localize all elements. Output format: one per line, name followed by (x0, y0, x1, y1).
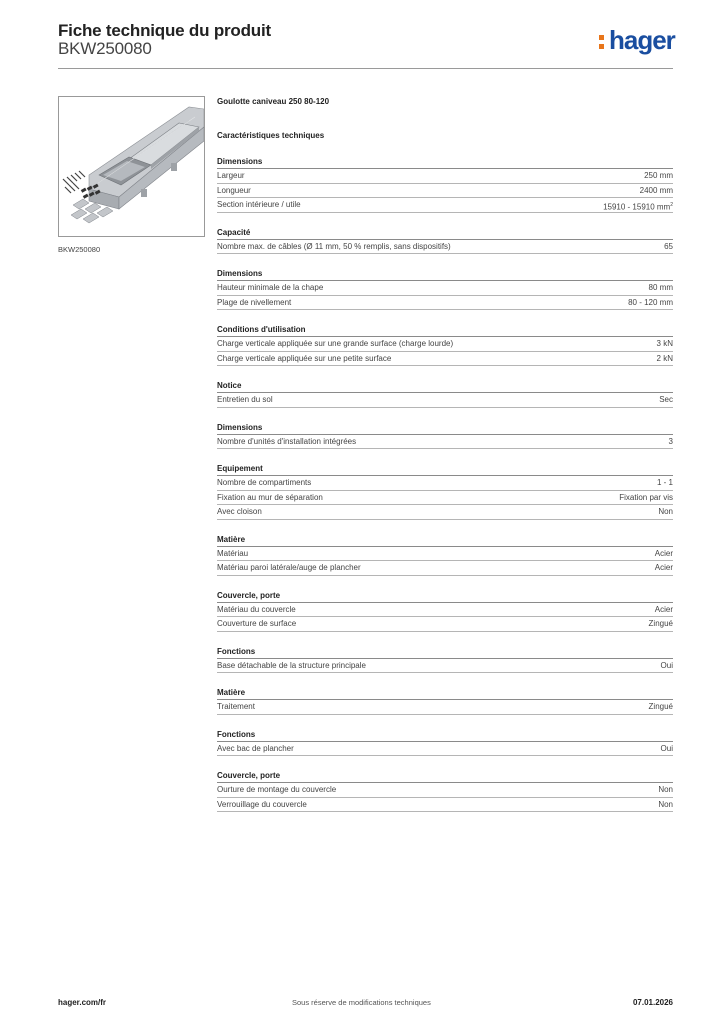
spec-label: Nombre d'unités d'installation intégrées (217, 436, 357, 446)
spec-value-text: 1 - 1 (656, 478, 673, 487)
spec-label: Section intérieure / utile (217, 200, 301, 209)
group-title: Dimensions (217, 268, 673, 281)
spec-value (655, 547, 673, 561)
spec-section (217, 96, 673, 812)
spec-value-text: Acier (654, 563, 673, 572)
spec-groups (217, 156, 673, 812)
spec-group (217, 422, 673, 450)
spec-label: Entretien du sol (217, 395, 273, 404)
spec-row (217, 352, 673, 367)
logo-text: hager (609, 25, 675, 55)
group-title: Capacité (217, 227, 673, 240)
spec-label: Base détachable de la structure principale (217, 660, 366, 670)
spec-label: Verrouillage du couvercle (217, 799, 307, 809)
spec-label: Couverture de surface (217, 619, 297, 628)
spec-row (217, 393, 673, 408)
spec-value-text: Zingué (648, 619, 673, 628)
footer-website: hager.com/fr (58, 998, 107, 1007)
spec-value-text: Fixation par vis (619, 492, 673, 502)
spec-row (217, 505, 673, 520)
spec-value-text: 3 (668, 436, 673, 446)
spec-row (217, 184, 673, 199)
spec-row (217, 435, 673, 450)
group-title: Equipement (217, 463, 673, 476)
product-name: Goulotte caniveau 250 80-120 (217, 97, 330, 106)
spec-value-text: 3 kN (656, 339, 673, 348)
spec-value-text: Non (658, 785, 673, 794)
spec-row (217, 561, 673, 576)
spec-value (649, 700, 673, 714)
spec-value-text: Non (658, 507, 673, 516)
spec-row (217, 659, 673, 674)
group-title: Conditions d'utilisation (217, 324, 673, 337)
group-title: Matière (217, 687, 673, 700)
footer-disclaimer: Sous réserve de modifications techniques (292, 998, 431, 1007)
spec-value (655, 603, 673, 617)
spec-value-text: Oui (660, 660, 673, 670)
spec-value-text: 80 mm (648, 283, 673, 292)
spec-heading: Caractéristiques techniques (217, 131, 325, 140)
spec-label: Matériau du couvercle (217, 604, 296, 614)
footer-date: 07.01.2026 (632, 998, 673, 1007)
unit-superscript: 2 (670, 202, 673, 208)
spec-group (217, 380, 673, 408)
spec-value-text: 80 - 120 mm (628, 297, 673, 307)
spec-group (217, 770, 673, 812)
spec-label: Traitement (217, 702, 255, 711)
spec-row (217, 617, 673, 632)
spec-value (661, 742, 673, 756)
spec-value (649, 281, 673, 295)
spec-label: Ourture de montage du couvercle (217, 785, 337, 794)
spec-row (217, 296, 673, 311)
spec-label: Fixation au mur de séparation (217, 492, 323, 502)
spec-value (640, 184, 673, 198)
spec-value (659, 393, 673, 407)
spec-value-text: Non (658, 799, 673, 809)
spec-group (217, 729, 673, 757)
spec-label: Hauteur minimale de la chape (217, 283, 324, 292)
spec-value (658, 505, 673, 519)
spec-label: Largeur (217, 171, 245, 180)
spec-group (217, 227, 673, 255)
spec-label: Charge verticale appliquée sur une petite surface (217, 353, 392, 363)
group-title: Dimensions (217, 422, 673, 435)
spec-value-text: Sec (659, 395, 673, 404)
spec-value (669, 435, 673, 449)
spec-row (217, 783, 673, 798)
spec-row (217, 603, 673, 618)
spec-group (217, 268, 673, 310)
spec-row (217, 742, 673, 757)
spec-group (217, 646, 673, 674)
spec-value (657, 337, 673, 351)
spec-row (217, 491, 673, 506)
page-title: Fiche technique du produit (58, 21, 271, 40)
image-caption: BKW250080 (58, 245, 101, 254)
spec-value-text: Oui (660, 743, 673, 753)
product-reference: BKW250080 (58, 39, 152, 58)
spec-group (217, 590, 673, 632)
product-image (58, 96, 205, 237)
spec-value-text: Zingué (648, 702, 673, 711)
spec-label: Nombre max. de câbles (Ø 11 mm, 50 % remplis, sans dispositifs) (217, 241, 451, 251)
spec-row (217, 476, 673, 491)
cable-duct-icon (59, 97, 204, 236)
spec-value (657, 476, 673, 490)
spec-row (217, 798, 673, 813)
spec-value-text: Acier (654, 548, 673, 558)
spec-value (603, 198, 673, 212)
group-title: Matière (217, 534, 673, 547)
group-title: Couvercle, porte (217, 590, 673, 603)
spec-value (661, 659, 673, 673)
spec-row (217, 169, 673, 184)
spec-row (217, 337, 673, 352)
spec-label: Matériau paroi latérale/auge de plancher (217, 563, 361, 572)
header-divider (58, 68, 673, 69)
group-title: Dimensions (217, 156, 673, 169)
spec-label: Avec cloison (217, 507, 262, 516)
group-title: Couvercle, porte (217, 770, 673, 783)
spec-group (217, 687, 673, 715)
spec-group (217, 463, 673, 520)
spec-value-text: 2400 mm (639, 185, 673, 195)
spec-value-text: 15910 - 15910 mm (603, 202, 671, 212)
spec-label: Charge verticale appliquée sur une grande surface (charge lourde) (217, 339, 454, 348)
logo-dot-icon (599, 35, 604, 40)
spec-row (217, 700, 673, 715)
spec-row (217, 198, 673, 213)
spec-value-text: 2 kN (656, 353, 673, 363)
spec-value (619, 491, 673, 505)
spec-value (657, 352, 673, 366)
spec-value (649, 617, 673, 631)
spec-value (628, 296, 673, 310)
spec-row (217, 281, 673, 296)
spec-row (217, 240, 673, 255)
spec-row (217, 547, 673, 562)
spec-label: Matériau (217, 548, 249, 558)
spec-group (217, 156, 673, 213)
spec-value (658, 783, 673, 797)
group-title: Fonctions (217, 646, 673, 659)
spec-value-text: Acier (654, 604, 673, 614)
spec-value (644, 169, 673, 183)
spec-value-text: 250 mm (644, 171, 673, 180)
group-title: Fonctions (217, 729, 673, 742)
spec-label: Plage de nivellement (217, 297, 292, 307)
spec-value (655, 561, 673, 575)
spec-label: Avec bac de plancher (217, 743, 294, 753)
spec-value (664, 240, 673, 254)
spec-value-text: 65 (664, 241, 673, 251)
spec-value (658, 798, 673, 812)
logo-dot-icon (599, 44, 604, 49)
spec-label: Nombre de compartiments (217, 478, 312, 487)
group-title: Notice (217, 380, 673, 393)
spec-group (217, 534, 673, 576)
spec-group (217, 324, 673, 366)
spec-label: Longueur (217, 185, 251, 195)
